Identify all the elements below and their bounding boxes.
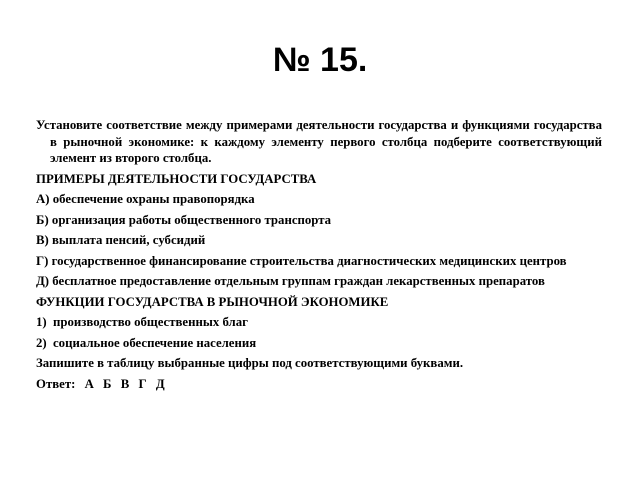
function-text: социальное обеспечение населения — [53, 335, 257, 350]
answer-letter: Д — [155, 376, 165, 391]
answer-label: Ответ: — [36, 376, 76, 391]
functions-heading: ФУНКЦИИ ГОСУДАРСТВА В РЫНОЧНОЙ ЭКОНОМИКЕ — [36, 294, 389, 309]
answer-letter: В — [120, 376, 130, 391]
task-content — [36, 117, 602, 396]
function-number: 2) — [36, 335, 47, 350]
example-item-e: Д) бесплатное предоставление отдельным группам граждан лекарственных препаратов — [36, 274, 545, 288]
answer-letter: Г — [138, 376, 147, 391]
function-item-1 — [36, 314, 602, 331]
slide-title: № 15. — [272, 41, 368, 79]
example-item-a: А) обеспечение охраны правопорядка — [36, 192, 255, 206]
answer-line — [36, 376, 602, 393]
instruction: Запишите в таблицу выбранные цифры под соответствующими буквами. — [36, 356, 464, 370]
example-item-c: В) выплата пенсий, субсидий — [36, 233, 206, 247]
function-text: производство общественных благ — [53, 315, 248, 329]
examples-heading: ПРИМЕРЫ ДЕЯТЕЛЬНОСТИ ГОСУДАРСТВА — [36, 171, 317, 186]
example-item-b: Б) организация работы общественного транспорта — [36, 212, 332, 227]
function-number: 1) — [36, 315, 47, 329]
answer-letter: А — [84, 376, 94, 391]
example-item-d: Г) государственное финансирование строительства диагностических медицинских центров — [36, 253, 567, 268]
task-statement: Установите соответствие между примерами деятельности государства и функциями государства в рыночной экономике: к каждому элементу первого столбца подберите соответствующий элемент из второго столбца. — [36, 118, 602, 165]
function-item-2 — [36, 335, 602, 352]
answer-letter: Б — [103, 376, 112, 391]
